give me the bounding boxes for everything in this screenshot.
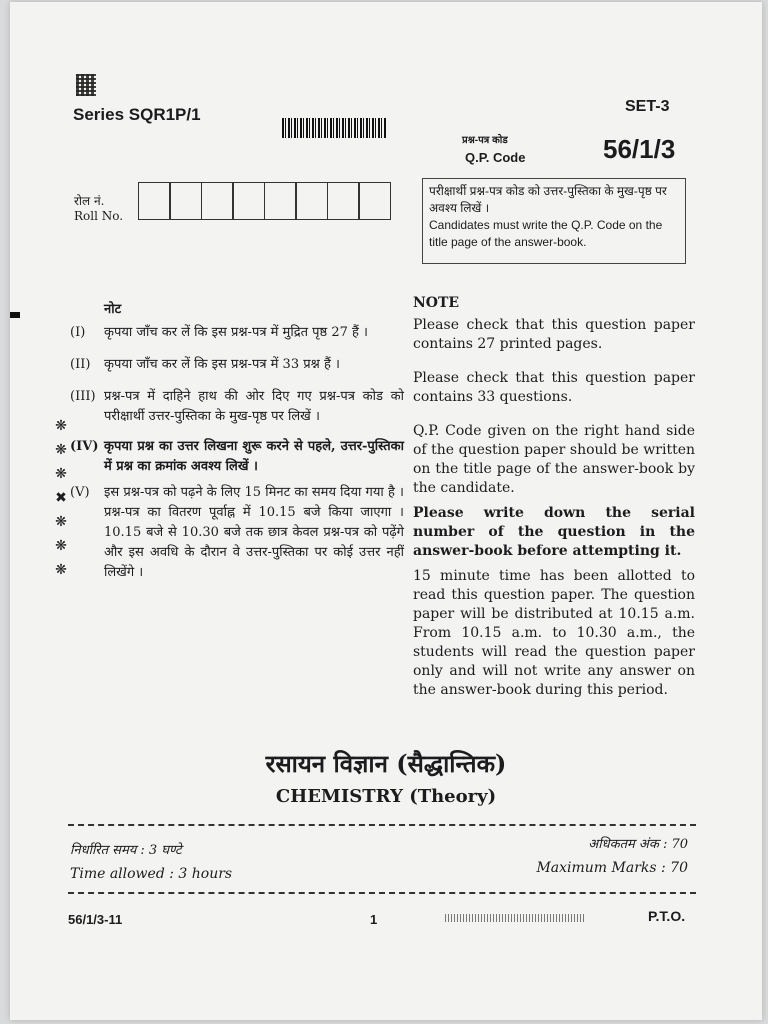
roll-no-label: Roll No. <box>74 209 124 223</box>
note-item-hindi <box>70 483 404 583</box>
qr-code-image <box>76 74 96 96</box>
note-number: (III) <box>70 389 96 404</box>
notice-english-text: Candidates must write the Q.P. Code on the title page of the answer-book. <box>429 218 663 249</box>
subject-title-hindi: रसायन विज्ञान (सैद्धान्तिक) <box>265 749 507 778</box>
qp-code-value: 56/1/3 <box>603 134 676 164</box>
max-marks-hindi: अधिकतम अंक : 70 <box>588 837 688 852</box>
note-text: प्रश्न-पत्र में दाहिने हाथ की ओर दिए गए प्रश्न-पत्र कोड को परीक्षार्थी उत्तर-पुस्तिका के मुख-पृष्ठ पर लिखें । <box>104 389 404 424</box>
subject-title-english: CHEMISTRY (Theory) <box>275 786 497 807</box>
notes-english-column <box>413 294 695 710</box>
time-allowed: Time allowed : 3 hours <box>70 866 233 882</box>
roll-no-box <box>232 182 265 220</box>
notes-hindi-column <box>70 300 404 593</box>
dashed-divider <box>68 892 696 894</box>
side-asterisk-marks <box>52 414 70 582</box>
asterisk-mark-icon: ❋ <box>55 562 67 578</box>
roll-no-box <box>295 182 328 220</box>
note-item-english <box>413 422 695 498</box>
note-item-hindi <box>70 437 404 477</box>
note-text: 15 minute time has been allotted to read this question paper. The question paper will be distributed at 10.15 a.m. From 10.15 a.m. to 10.30 a.m., the students will read the question paper only and will not write any answer on the answer-book during this period. <box>413 568 695 698</box>
note-number: (V) <box>70 485 90 500</box>
note-text: Q.P. Code given on the right hand side of the question paper should be written on the title page of the answer-book by the candidate. <box>413 423 695 496</box>
note-text: Please write down the serial number of the question in the answer-book before attempting it. <box>413 505 695 559</box>
note-item-english <box>413 504 695 561</box>
asterisk-mark-icon: ❋ <box>55 514 67 530</box>
note-text: Please check that this question paper contains 27 printed pages. <box>413 317 695 352</box>
note-number: (I) <box>70 325 86 340</box>
note-item-english <box>413 316 695 354</box>
roll-no-box <box>169 182 202 220</box>
note-heading-hindi: नोट <box>104 302 122 317</box>
dashed-divider <box>68 824 696 826</box>
roll-no-boxes <box>139 182 391 220</box>
pto-label: P.T.O. <box>648 908 686 924</box>
time-allowed-hindi: निर्धारित समय : 3 घण्टे <box>70 843 182 858</box>
notice-hindi-text: परीक्षार्थी प्रश्न-पत्र कोड को उत्तर-पुस्तिका के मुख-पृष्ठ पर अवश्य लिखें । <box>429 184 667 215</box>
note-text: इस प्रश्न-पत्र को पढ़ने के लिए 15 मिनट का समय दिया गया है । प्रश्न-पत्र का वितरण पूर्वाह्न में 10.15 बजे किया जाएगा । 10.15 बजे से 10.30 बजे तक छात्र केवल प्रश्न-पत्र को पढ़ेंगे और इस अवधि के दौरान वे उत्तर-पुस्तिका पर कोई उत्तर नहीं लिखेंगे । <box>104 485 404 580</box>
note-item-hindi <box>70 387 404 427</box>
page-number: 1 <box>370 912 378 927</box>
note-item-hindi <box>70 355 404 375</box>
margin-mark <box>10 312 20 318</box>
note-text: कृपया प्रश्न का उत्तर लिखना शुरू करने से पहले, उत्तर-पुस्तिका में प्रश्न का क्रमांक अवश्य लिखें । <box>104 439 404 474</box>
note-item-english <box>413 567 695 700</box>
set-label: SET-3 <box>625 98 670 115</box>
series-label: Series SQR1P/1 <box>73 105 201 124</box>
asterisk-mark-icon: ❋ <box>55 466 67 482</box>
qp-code-label: Q.P. Code <box>465 150 526 165</box>
note-number: (IV) <box>70 439 99 454</box>
barcode-image <box>282 118 386 138</box>
qp-code-hindi-label: प्रश्न-पत्र कोड <box>462 135 508 146</box>
qp-code-notice-box <box>422 178 686 264</box>
note-text: कृपया जाँच कर लें कि इस प्रश्न-पत्र में मुद्रित पृष्ठ 27 हैं । <box>104 325 368 340</box>
roll-no-box <box>358 182 391 220</box>
note-text: कृपया जाँच कर लें कि इस प्रश्न-पत्र में 33 प्रश्न हैं । <box>104 357 340 372</box>
asterisk-mark-icon: ❋ <box>55 538 67 554</box>
roll-no-box <box>138 182 171 220</box>
roll-no-hindi-label: रोल नं. <box>74 194 105 208</box>
note-item-english <box>413 369 695 407</box>
roll-no-box <box>327 182 360 220</box>
note-heading-english: NOTE <box>413 295 460 311</box>
note-number: (II) <box>70 357 91 372</box>
footer-code: 56/1/3-11 <box>68 912 123 927</box>
exam-page <box>10 2 762 1020</box>
roll-no-box <box>264 182 297 220</box>
asterisk-mark-icon: ❋ <box>55 418 67 434</box>
note-item-hindi <box>70 323 404 343</box>
wavy-line-decoration <box>445 914 585 922</box>
note-text: Please check that this question paper contains 33 questions. <box>413 370 695 405</box>
asterisk-mark-icon: ❋ <box>55 442 67 458</box>
cross-mark-icon: ✖ <box>55 490 67 506</box>
roll-no-box <box>201 182 234 220</box>
max-marks: Maximum Marks : 70 <box>536 860 688 876</box>
